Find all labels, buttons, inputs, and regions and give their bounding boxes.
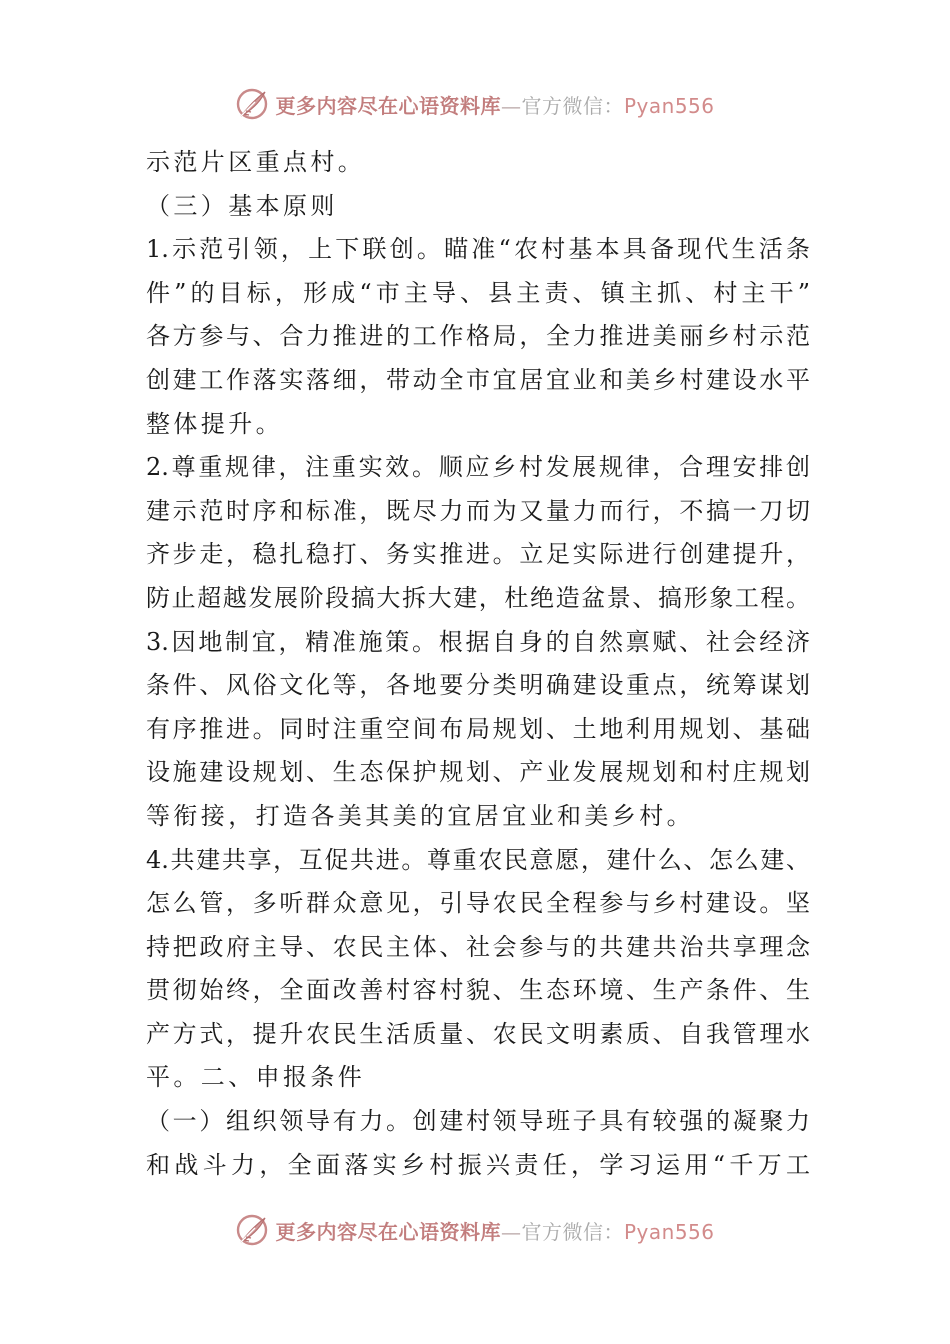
watermark-label: 官方微信： <box>521 93 624 118</box>
text-line: 整体提升。 <box>146 409 283 438</box>
watermark-brand: 更多内容尽在心语资料库 <box>275 93 501 118</box>
text-line: （一）组织领导有力。创建村领导班子具有较强的凝聚力 <box>146 1107 810 1136</box>
watermark-separator: — <box>500 93 522 118</box>
footer-watermark <box>0 1210 950 1250</box>
watermark-wechat-id: Pyan556 <box>623 93 715 118</box>
text-line: 持把政府主导、农民主体、社会参与的共建共治共享理念 <box>146 932 810 961</box>
text-line: 件”的目标，形成“市主导、县主责、镇主抓、村主干” <box>146 278 810 307</box>
watermark-wechat-id: Pyan556 <box>623 1219 715 1244</box>
feather-pen-circle-icon <box>235 87 269 121</box>
text-line: 创建工作落实落细，带动全市宜居宜业和美乡村建设水平 <box>146 365 810 394</box>
text-line: 2.尊重规律，注重实效。顺应乡村发展规律，合理安排创 <box>146 453 810 482</box>
text-line: 等衔接，打造各美其美的宜居宜业和美乡村。 <box>146 801 694 830</box>
watermark-text <box>275 1216 714 1245</box>
text-line: 1.示范引领，上下联创。瞄准“农村基本具备现代生活条 <box>146 235 810 264</box>
watermark-label: 官方微信： <box>521 1219 624 1244</box>
text-line: 防止超越发展阶段搞大拆大建，杜绝造盆景、搞形象工程。 <box>146 583 810 612</box>
header-watermark <box>0 84 950 124</box>
text-line: 齐步走，稳扎稳打、务实推进。立足实际进行创建提升， <box>146 540 810 569</box>
text-line: 条件、风俗文化等，各地要分类明确建设重点，统筹谋划 <box>146 671 810 700</box>
text-line: 产方式，提升农民生活质量、农民文明素质、自我管理水 <box>146 1019 810 1048</box>
text-line: 示范片区重点村。 <box>146 148 366 176</box>
text-line: 设施建设规划、生态保护规划、产业发展规划和村庄规划 <box>146 758 810 787</box>
text-line: 和战斗力，全面落实乡村振兴责任，学习运用“千万工 <box>146 1150 810 1179</box>
text-line: 贯彻始终，全面改善村容村貌、生态环境、生产条件、生 <box>146 976 810 1005</box>
text-line: 建示范时序和标准，既尽力而为又量力而行，不搞一刀切 <box>146 496 810 525</box>
document-body <box>146 141 810 1187</box>
watermark-text <box>275 90 714 119</box>
section-heading: （三）基本原则 <box>146 191 338 220</box>
feather-pen-circle-icon <box>235 1213 269 1247</box>
text-line: 3.因地制宜，精准施策。根据自身的自然禀赋、社会经济 <box>146 627 810 656</box>
text-line: 怎么管，多听群众意见，引导农民全程参与乡村建设。坚 <box>146 889 810 918</box>
text-line: 4.共建共享，互促共进。尊重农民意愿，建什么、怎么建、 <box>146 845 810 874</box>
text-line: 平。二、申报条件 <box>146 1063 366 1092</box>
text-line: 各方参与、合力推进的工作格局，全力推进美丽乡村示范 <box>146 322 810 351</box>
text-line: 有序推进。同时注重空间布局规划、土地利用规划、基础 <box>146 714 810 743</box>
watermark-brand: 更多内容尽在心语资料库 <box>275 1219 501 1244</box>
watermark-separator: — <box>500 1219 522 1244</box>
